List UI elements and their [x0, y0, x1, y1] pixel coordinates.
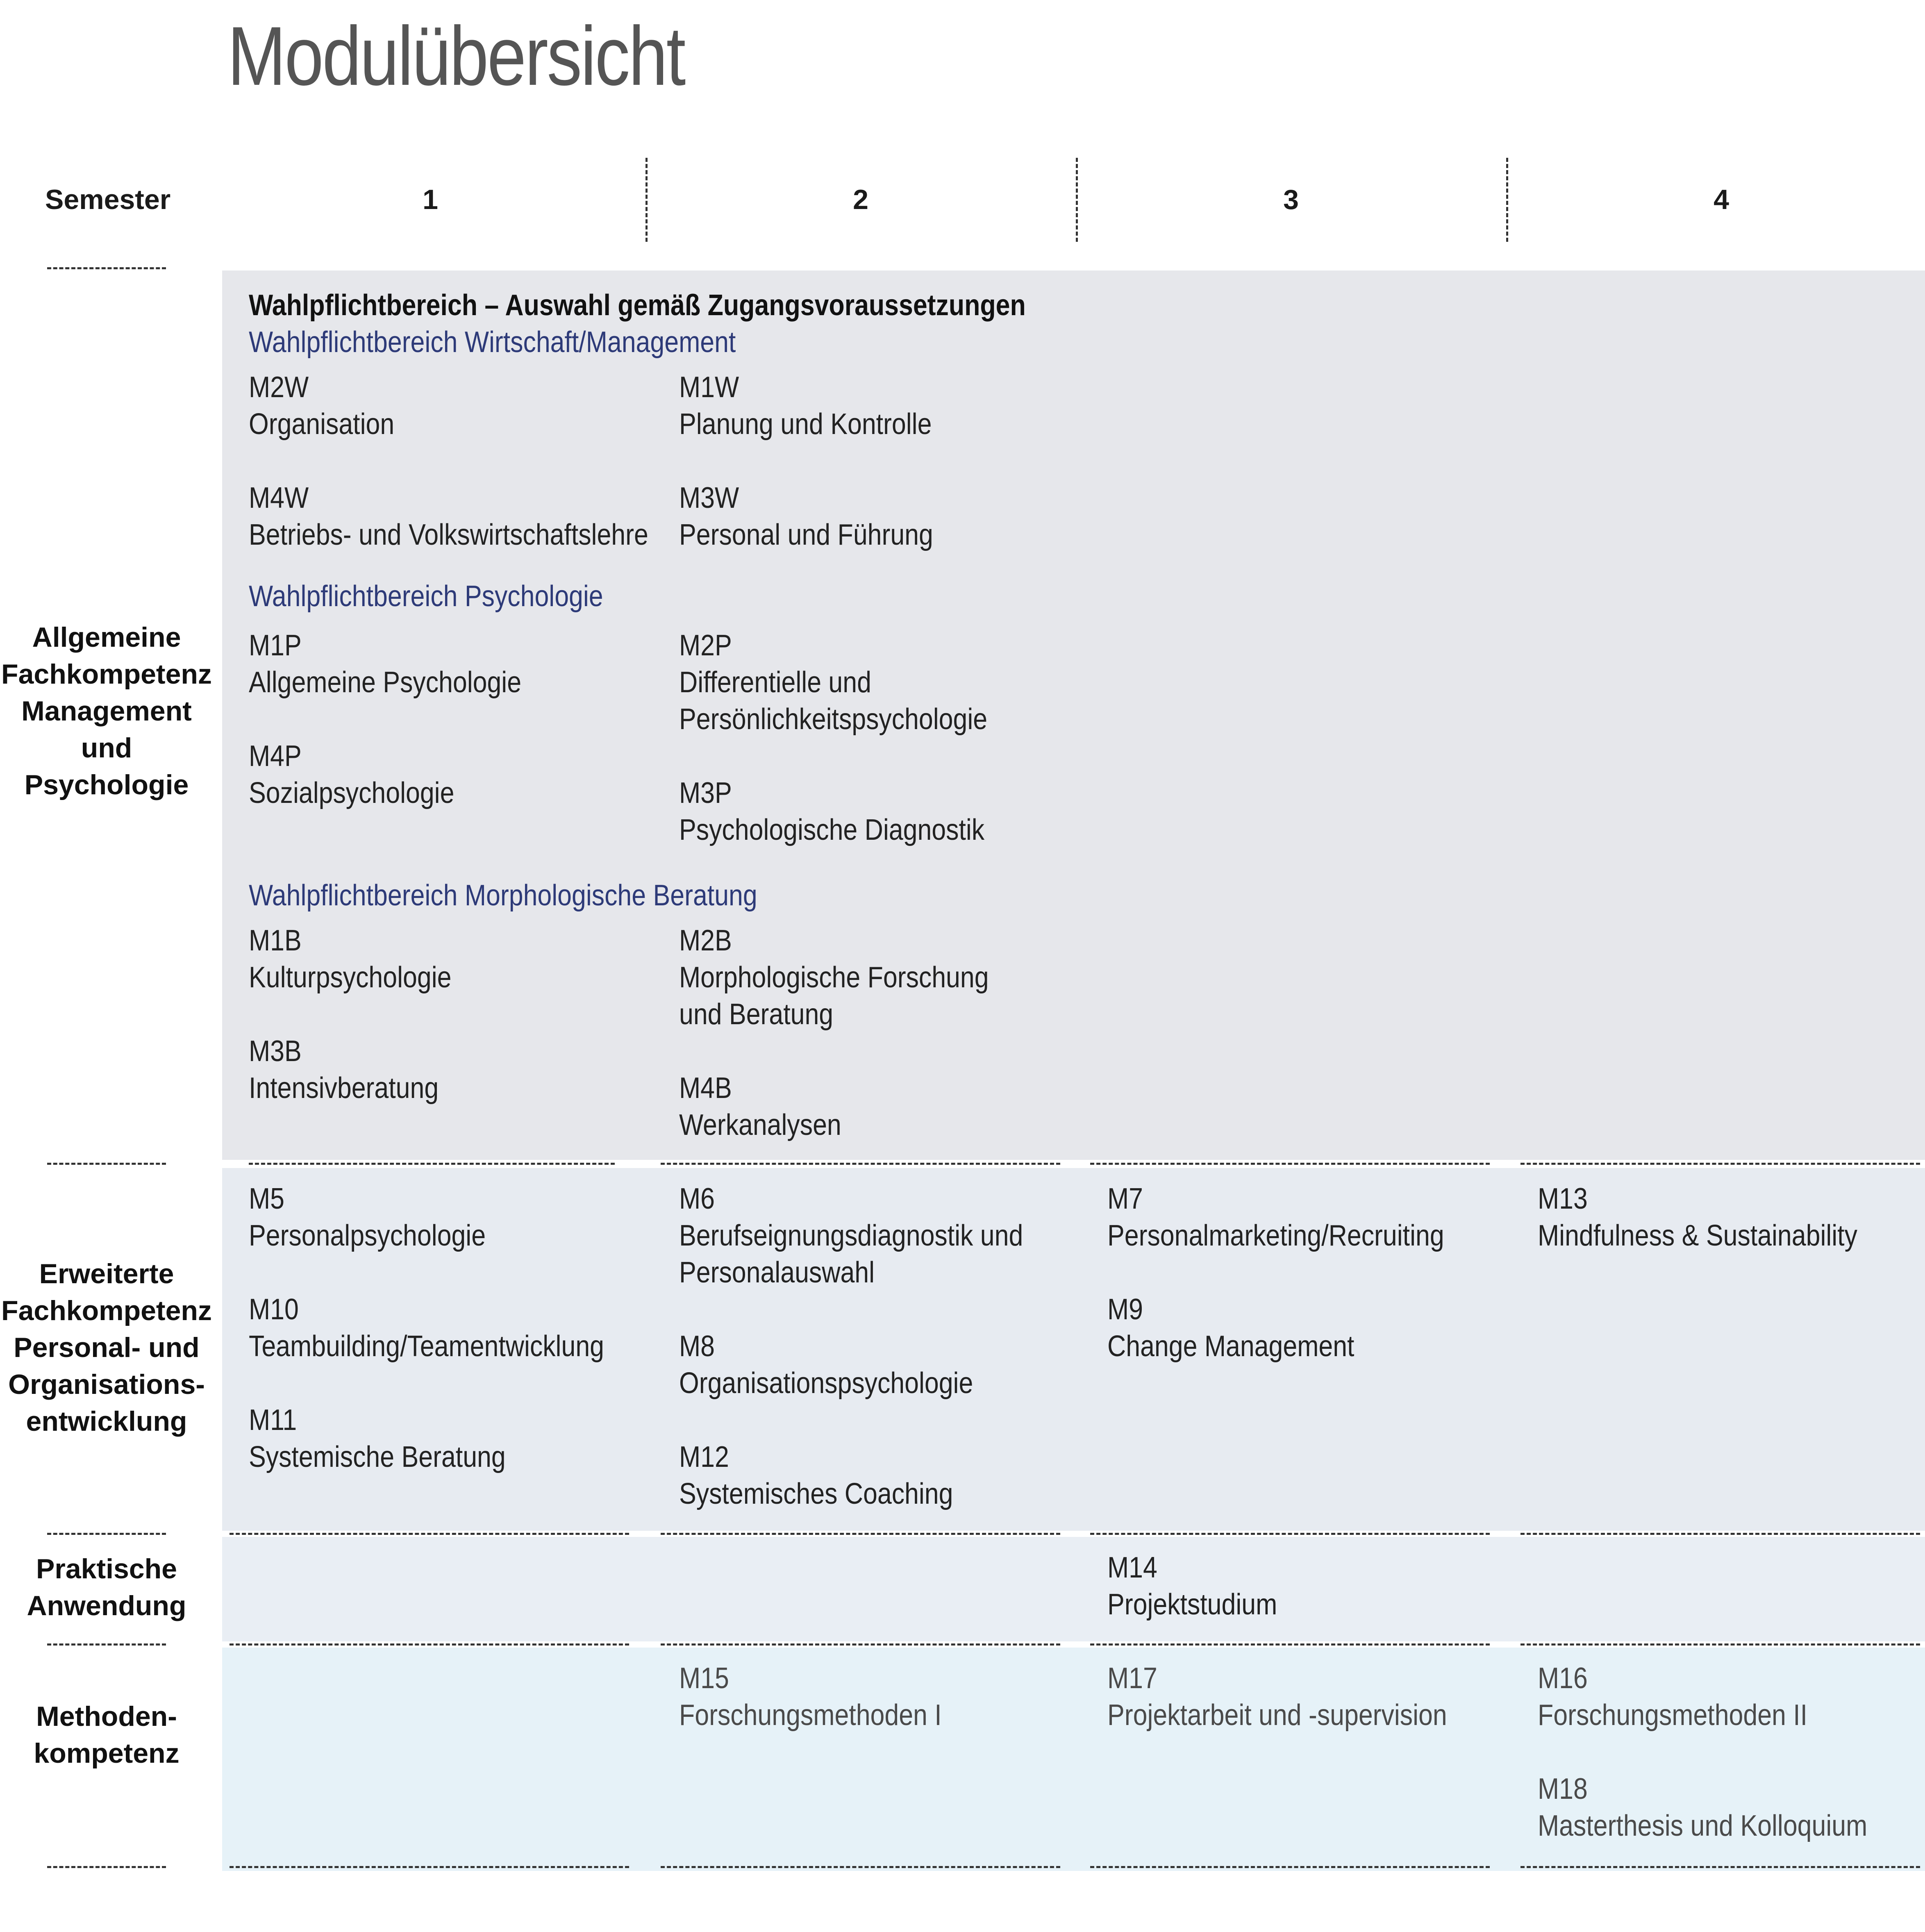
- row-divider: [230, 1533, 629, 1535]
- module-list: M5 Personalpsychologie M10 Teambuilding/Teamentwicklung M11 Systemische Beratung: [249, 1182, 604, 1473]
- row-divider: [1090, 1533, 1490, 1535]
- module-list: M13 Mindfulness & Sustainability: [1538, 1182, 1857, 1252]
- page-title: Modulübersicht: [227, 9, 684, 103]
- module-list: M2B Morphologische Forschung und Beratung M4B Werkanalysen: [679, 924, 989, 1141]
- row-divider: [661, 1533, 1060, 1535]
- band-practical-application: [222, 1537, 1925, 1641]
- module-list: M2P Differentielle und Persönlichkeitspsychologie M3P Psychologische Diagnostik: [679, 629, 988, 846]
- row-divider: [230, 1866, 629, 1868]
- semester-1-header: 1: [423, 184, 438, 215]
- row-label-methods-competence: Methoden- kompetenz: [34, 1701, 180, 1769]
- module-list: M17 Projektarbeit und -supervision: [1107, 1662, 1447, 1732]
- elective-counseling-heading: Wahlpflichtbereich Morphologische Beratung: [249, 879, 757, 912]
- row-divider: [661, 1163, 1060, 1165]
- module-list: M1W Planung und Kontrolle M3W Personal und Führung: [679, 371, 933, 551]
- semester-3-header: 3: [1283, 184, 1299, 215]
- row-divider: [661, 1643, 1060, 1646]
- elective-area-heading: Wahlpflichtbereich – Auswahl gemäß Zugangsvoraussetzungen: [249, 289, 1026, 322]
- row-divider: [47, 1866, 166, 1868]
- elective-economics-heading: Wahlpflichtbereich Wirtschaft/Management: [249, 326, 736, 359]
- module-list: M2W Organisation M4W Betriebs- und Volkswirtschaftslehre: [249, 371, 648, 551]
- row-divider: [249, 1163, 615, 1165]
- semester-4-header: 4: [1714, 184, 1729, 215]
- row-divider: [1090, 1163, 1490, 1165]
- column-divider: [645, 158, 648, 242]
- module-list: M6 Berufseignungsdiagnostik und Personalauswahl M8 Organisationspsychologie M12 Systemisches Coaching: [679, 1182, 1023, 1510]
- column-divider: [1506, 158, 1508, 242]
- semester-2-header: 2: [853, 184, 868, 215]
- row-label-extended-competence: Erweiterte Fachkompetenz Personal- und Organisations- entwicklung: [1, 1258, 212, 1437]
- row-divider: [1520, 1533, 1920, 1535]
- semester-header-label: Semester: [45, 184, 171, 215]
- row-divider: [1520, 1643, 1920, 1646]
- row-divider: [1520, 1866, 1920, 1868]
- module-list: M1B Kulturpsychologie M3B Intensivberatung: [249, 924, 452, 1105]
- row-divider: [47, 267, 166, 269]
- row-divider: [230, 1643, 629, 1646]
- row-divider: [661, 1866, 1060, 1868]
- row-label-general-competence: Allgemeine Fachkompetenz Management und Psychologie: [1, 622, 212, 800]
- row-label-practical-application: Praktische Anwendung: [27, 1553, 186, 1621]
- module-list: M16 Forschungsmethoden II M18 Masterthesis und Kolloquium: [1538, 1662, 1868, 1842]
- elective-psychology-heading: Wahlpflichtbereich Psychologie: [249, 580, 603, 613]
- row-divider: [1090, 1643, 1490, 1646]
- module-list: M15 Forschungsmethoden I: [679, 1662, 942, 1732]
- row-divider: [47, 1643, 166, 1646]
- row-divider: [47, 1533, 166, 1535]
- row-divider: [1520, 1163, 1920, 1165]
- module-list: M1P Allgemeine Psychologie M4P Sozialpsychologie: [249, 629, 522, 809]
- row-divider: [47, 1163, 166, 1165]
- row-divider: [1090, 1866, 1490, 1868]
- column-divider: [1076, 158, 1078, 242]
- module-list: M14 Projektstudium: [1107, 1551, 1277, 1621]
- module-list: M7 Personalmarketing/Recruiting M9 Change Management: [1107, 1182, 1444, 1363]
